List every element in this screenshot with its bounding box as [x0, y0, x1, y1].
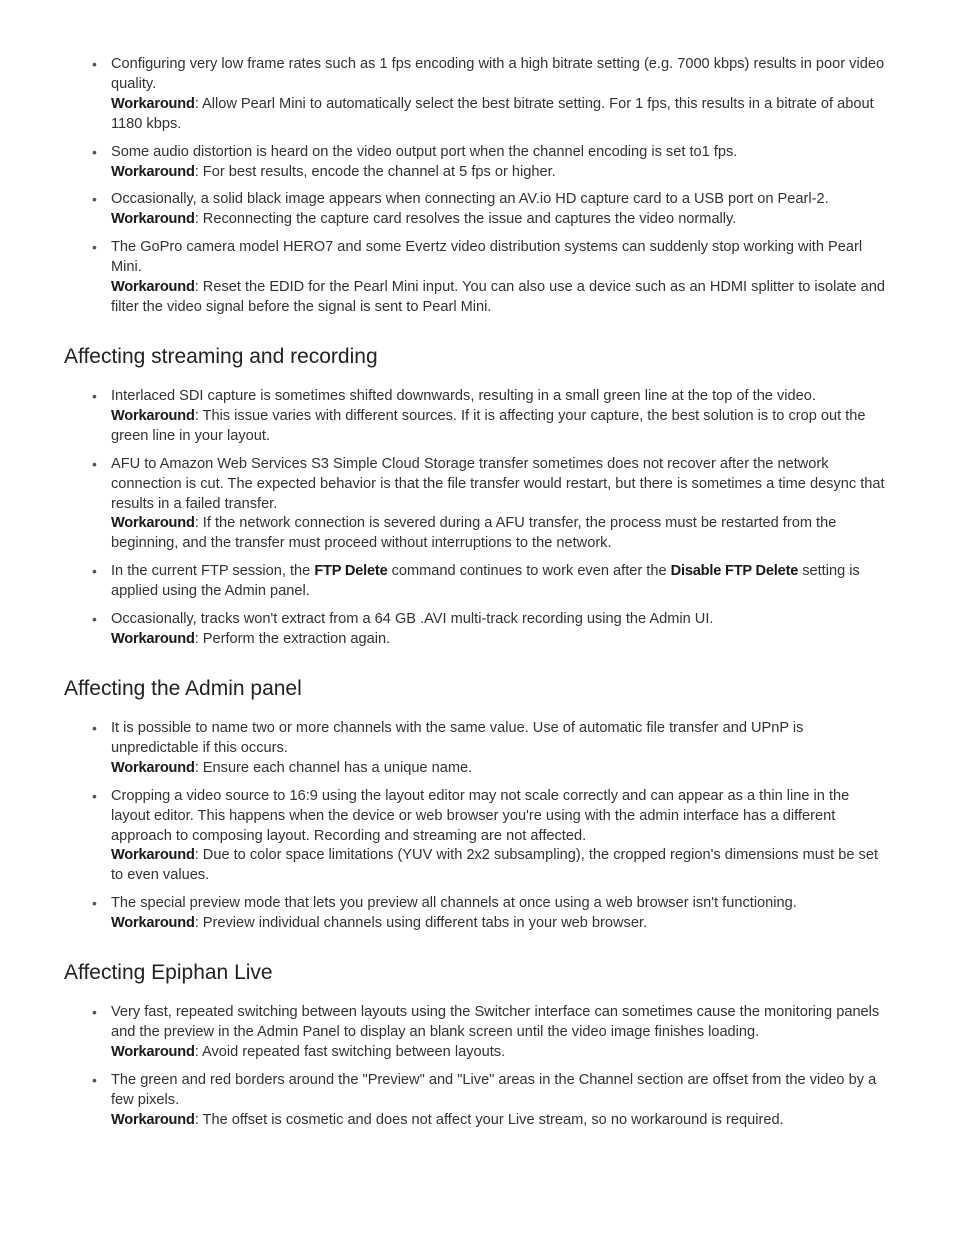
workaround-label: Workaround [111, 279, 195, 296]
workaround-text: : Avoid repeated fast switching between layouts. [194, 1043, 506, 1060]
admin-issue-list [92, 719, 892, 942]
workaround-label: Workaround [111, 759, 195, 776]
issue-text: The GoPro camera model HERO7 and some Evertz video distribution systems can suddenly stop working with Pearl Mini. [111, 239, 863, 276]
issue-text: Occasionally, a solid black image appears when connecting an AV.io HD capture card to a USB port on Pearl-2. [111, 191, 829, 208]
list-item [92, 1071, 892, 1131]
list-item [92, 238, 892, 318]
issue-text: The special preview mode that lets you preview all channels at once using a web browser isn't functioning. [111, 895, 797, 912]
list-item [92, 610, 892, 650]
workaround-label: Workaround [111, 915, 195, 932]
streaming-issue-list [92, 387, 892, 658]
issue-text: Cropping a video source to 16:9 using the layout editor may not scale correctly and can appear as a thin line in the layout editor. This happens when the device or web browser you're using with the admin interface has a different approach to composing layout. Recording and streaming are not affected. [111, 787, 850, 844]
workaround-label: Workaround [111, 847, 195, 864]
workaround-text: : Ensure each channel has a unique name. [194, 759, 473, 776]
issue-text: In the current FTP session, the [111, 563, 315, 580]
workaround-text: : Allow Pearl Mini to automatically select the best bitrate setting. For 1 fps, this results in a bitrate of about 1180 kbps. [111, 95, 874, 132]
issue-text: Very fast, repeated switching between layouts using the Switcher interface can sometimes cause the monitoring panels and the preview in the Admin Panel to display an blank screen until the video image finishes loading. [111, 1004, 880, 1040]
workaround-text: : Reconnecting the capture card resolves the issue and captures the video normally. [194, 211, 737, 228]
live-issue-list [92, 1003, 892, 1138]
issue-text: Some audio distortion is heard on the video output port when the channel encoding is set to1 fps. [111, 143, 738, 160]
workaround-text: : Perform the extraction again. [194, 630, 391, 647]
workaround-label: Workaround [111, 1043, 195, 1060]
section-heading-streaming: Affecting streaming and recording [64, 345, 378, 368]
workaround-text: : Preview individual channels using different tabs in your web browser. [194, 915, 648, 932]
workaround-text: : If the network connection is severed during a AFU transfer, the process must be restarted from the beginning, and the transfer must proceed without interruptions to the network. [111, 515, 837, 552]
workaround-text: : This issue varies with different sources. If it is affecting your capture, the best solution is to crop out the green line in your layout. [111, 407, 866, 444]
list-item [92, 55, 892, 135]
intro-issue-list [92, 55, 892, 326]
workaround-text: : Reset the EDID for the Pearl Mini input. You can also use a device such as an HDMI splitter to isolate and filter the video signal before the signal is sent to Pearl Mini. [111, 279, 886, 315]
issue-text: The green and red borders around the "Preview" and "Live" areas in the Channel section are offset from the video by a few pixels. [111, 1071, 877, 1108]
workaround-label: Workaround [111, 95, 195, 112]
list-item [92, 143, 892, 183]
list-item [92, 1003, 892, 1063]
issue-text: It is possible to name two or more channels with the same value. Use of automatic file transfer and UPnP is unpredictable if this occurs. [111, 720, 804, 756]
workaround-text: : For best results, encode the channel at 5 fps or higher. [194, 163, 556, 180]
section-heading-admin: Affecting the Admin panel [64, 677, 302, 700]
issue-text: Configuring very low frame rates such as 1 fps encoding with a high bitrate setting (e.g. 7000 kbps) results in poor video quality. [111, 56, 885, 92]
list-item [92, 190, 892, 230]
list-item [92, 787, 892, 887]
section-heading-live: Affecting Epiphan Live [64, 961, 273, 984]
workaround-text: : The offset is cosmetic and does not affect your Live stream, so no workaround is required. [194, 1111, 784, 1128]
issue-text: AFU to Amazon Web Services S3 Simple Cloud Storage transfer sometimes does not recover after the network connection is cut. The expected behavior is that the file transfer would restart, but there is sometimes a time desync that results in a failed transfer. [111, 455, 885, 512]
workaround-label: Workaround [111, 407, 195, 424]
workaround-label: Workaround [111, 211, 195, 228]
ftp-delete-command: FTP Delete [314, 563, 388, 580]
workaround-text: : Due to color space limitations (YUV with 2x2 subsampling), the cropped region's dimensions must be set to even values. [111, 847, 879, 884]
issue-text: command continues to work even after the [387, 563, 671, 580]
list-item [92, 562, 892, 602]
issue-text: Interlaced SDI capture is sometimes shifted downwards, resulting in a small green line at the top of the video. [111, 388, 816, 404]
workaround-label: Workaround [111, 630, 195, 647]
list-item [92, 894, 892, 934]
list-item [92, 719, 892, 779]
workaround-label: Workaround [111, 1111, 195, 1128]
workaround-label: Workaround [111, 163, 195, 180]
workaround-label: Workaround [111, 515, 195, 532]
list-item [92, 387, 892, 447]
issue-text: Occasionally, tracks won't extract from a 64 GB .AVI multi-track recording using the Admin UI. [111, 611, 714, 628]
issue-text: setting is applied using the Admin panel. [111, 563, 860, 600]
list-item [92, 455, 892, 555]
disable-ftp-delete-setting: Disable FTP Delete [670, 563, 799, 580]
